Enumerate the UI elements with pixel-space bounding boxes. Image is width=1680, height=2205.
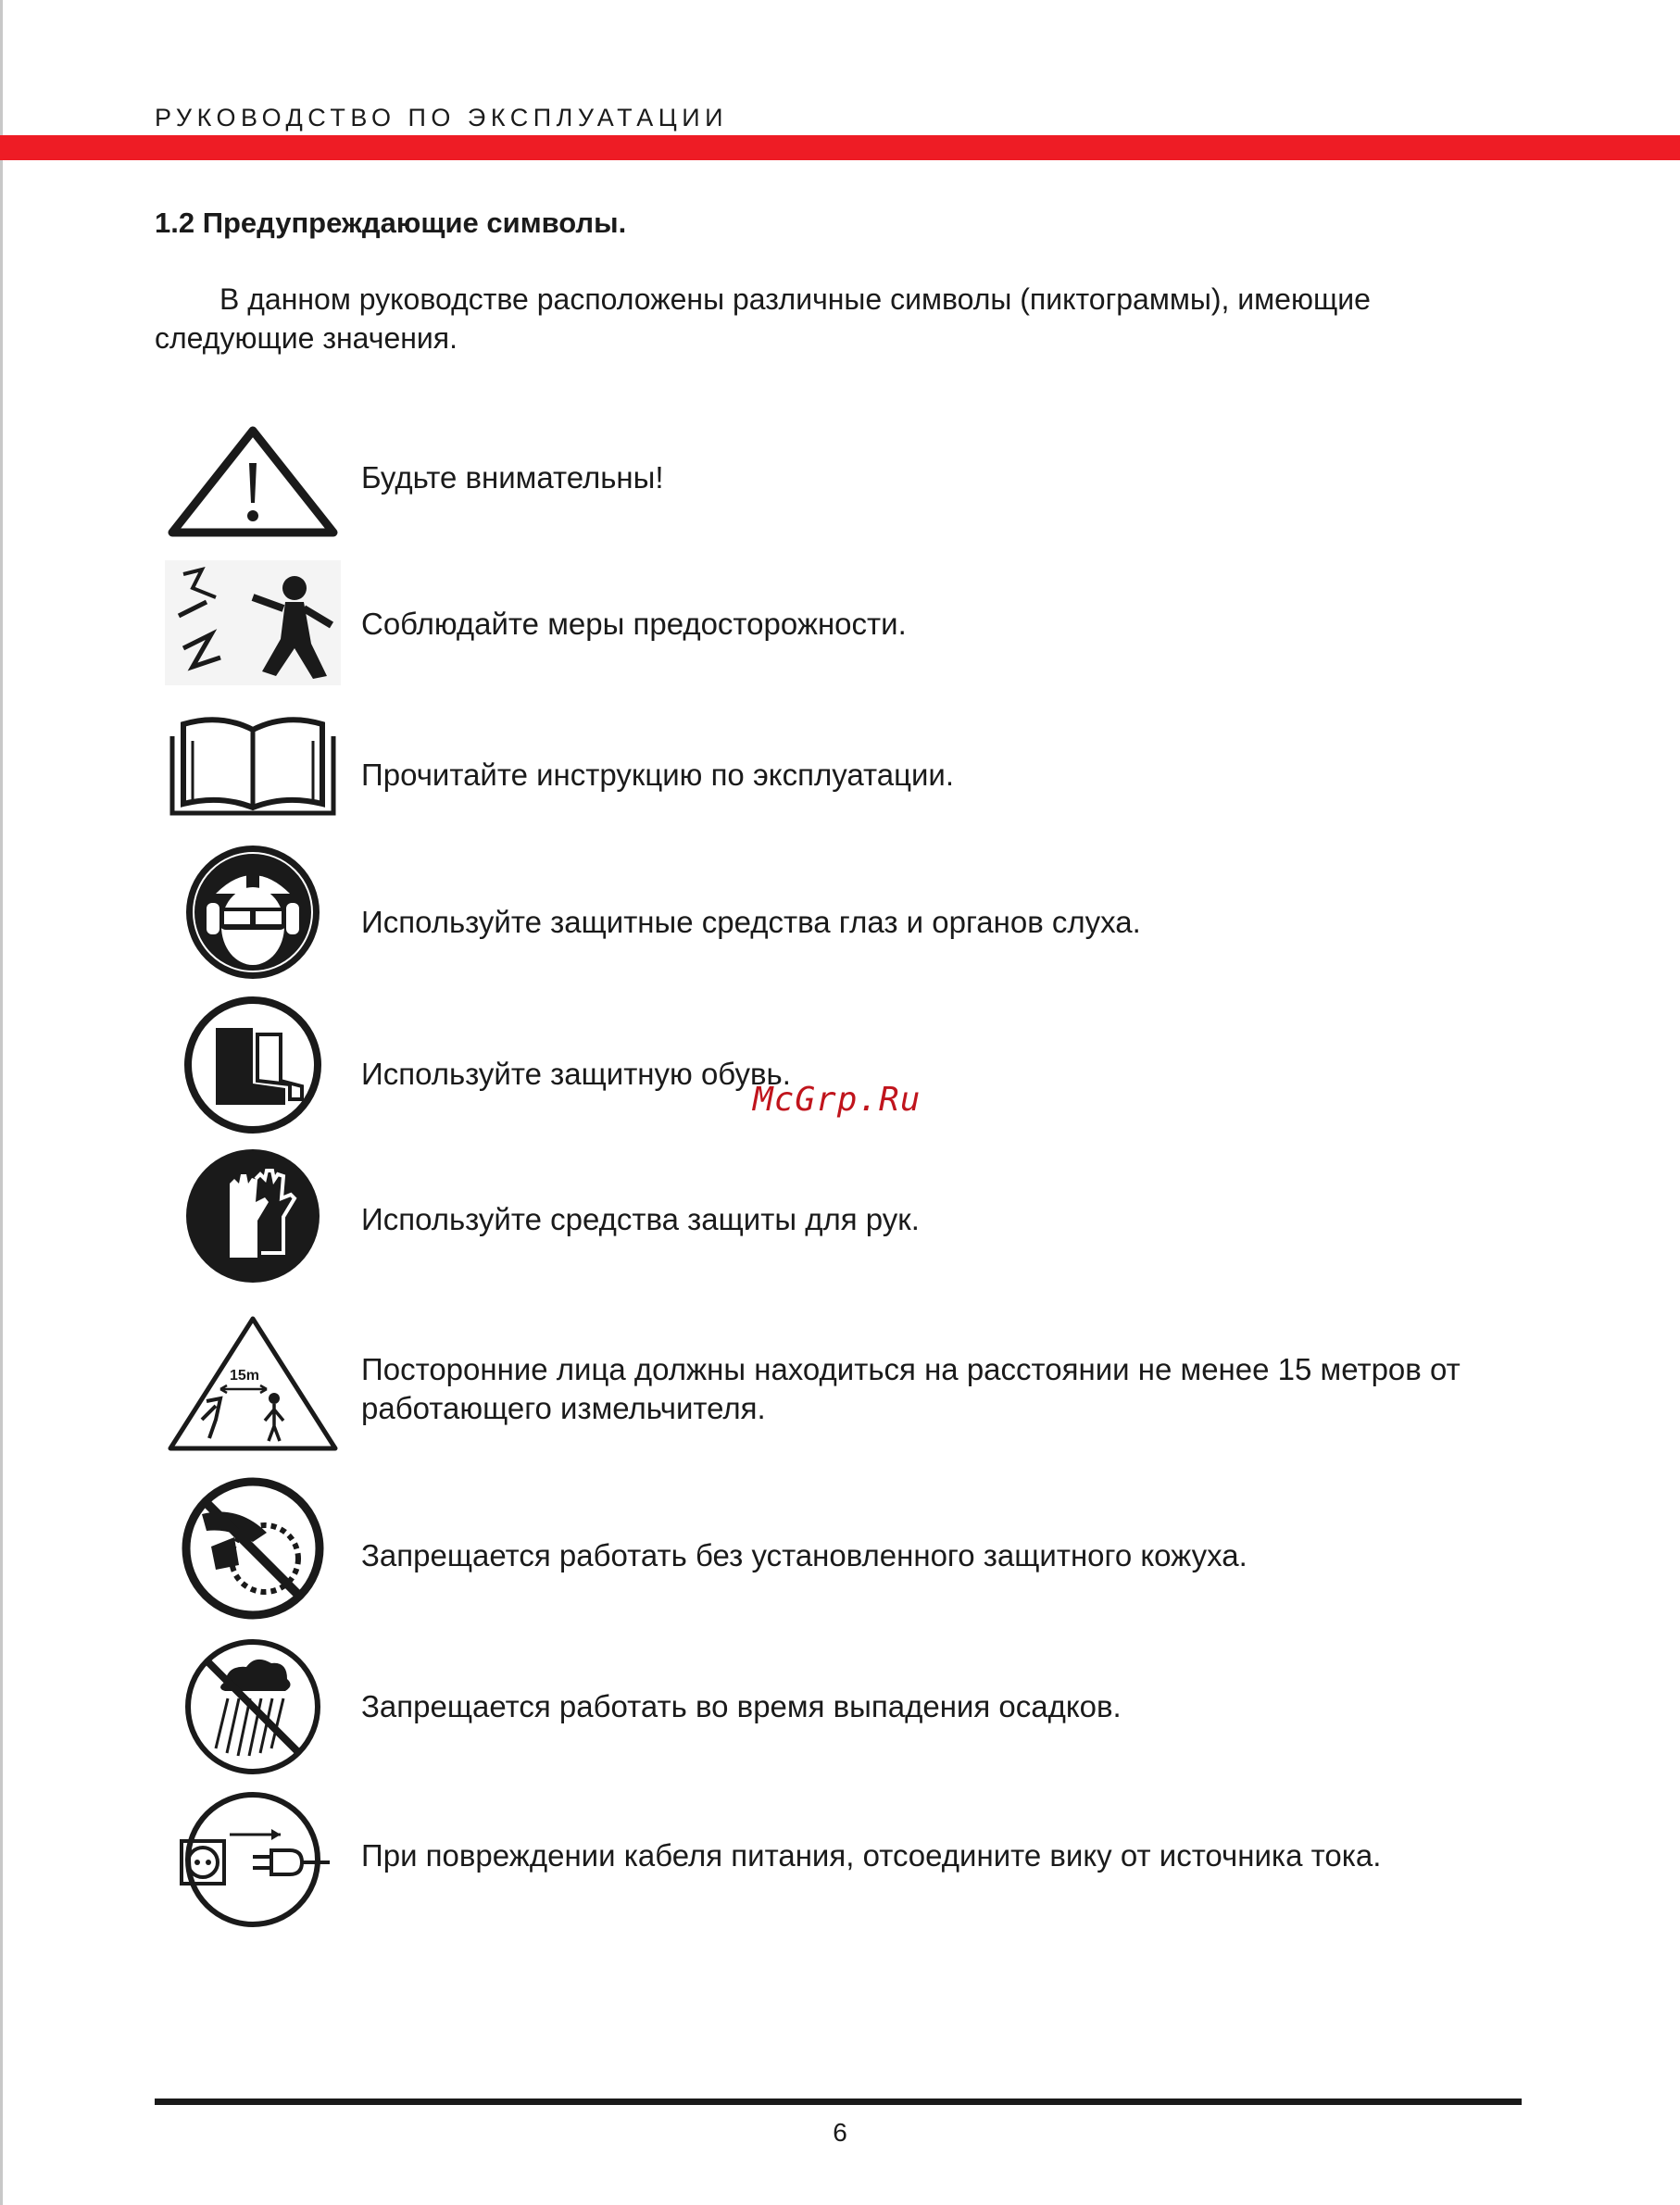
- symbol-text: Используйте защитную обувь.: [361, 1057, 791, 1091]
- symbol-text: Прочитайте инструкцию по эксплуатации.: [361, 758, 955, 792]
- no-operation-without-guard-icon: [165, 1477, 341, 1621]
- distance-label: 15m: [230, 1368, 260, 1384]
- symbol-text: Посторонние лица должны находиться на расстоянии не менее 15 метров от работающего измельчителя.: [361, 1352, 1461, 1425]
- header-accent-bar: [0, 135, 1680, 160]
- unplug-power-icon: [165, 1790, 341, 1929]
- warning-triangle-icon: [165, 421, 341, 542]
- section-title: 1.2 Предупреждающие символы.: [155, 207, 627, 239]
- no-operation-in-rain-icon: [165, 1637, 341, 1776]
- running-header: РУКОВОДСТВО ПО ЭКСПЛУАТАЦИИ: [155, 104, 729, 132]
- symbol-text: При повреждении кабеля питания, отсоедините вику от источника тока.: [361, 1838, 1382, 1873]
- safety-gloves-icon: [165, 1146, 341, 1285]
- intro-paragraph: В данном руководстве расположены различные символы (пиктограммы), имеющие следующие значения.: [155, 282, 1371, 355]
- page-edge: [0, 0, 3, 2205]
- page-number: 6: [833, 2118, 847, 2147]
- open-book-icon: [165, 713, 341, 820]
- symbol-text: Запрещается работать без установленного защитного кожуха.: [361, 1538, 1247, 1572]
- symbol-text: Соблюдайте меры предосторожности.: [361, 607, 907, 641]
- flying-debris-icon: [165, 560, 341, 685]
- watermark: McGrp.Ru: [753, 1081, 921, 1119]
- symbol-text: Используйте средства защиты для рук.: [361, 1202, 920, 1236]
- keep-distance-15m-icon: [165, 1313, 341, 1452]
- symbol-text: Будьте внимательны!: [361, 460, 664, 495]
- symbol-text: Используйте защитные средства глаз и органов слуха.: [361, 905, 1141, 939]
- symbol-text: Запрещается работать во время выпадения осадков.: [361, 1689, 1122, 1723]
- safety-boots-icon: [165, 996, 341, 1134]
- eye-ear-protection-icon: [165, 843, 341, 982]
- footer-rule: [155, 2099, 1522, 2105]
